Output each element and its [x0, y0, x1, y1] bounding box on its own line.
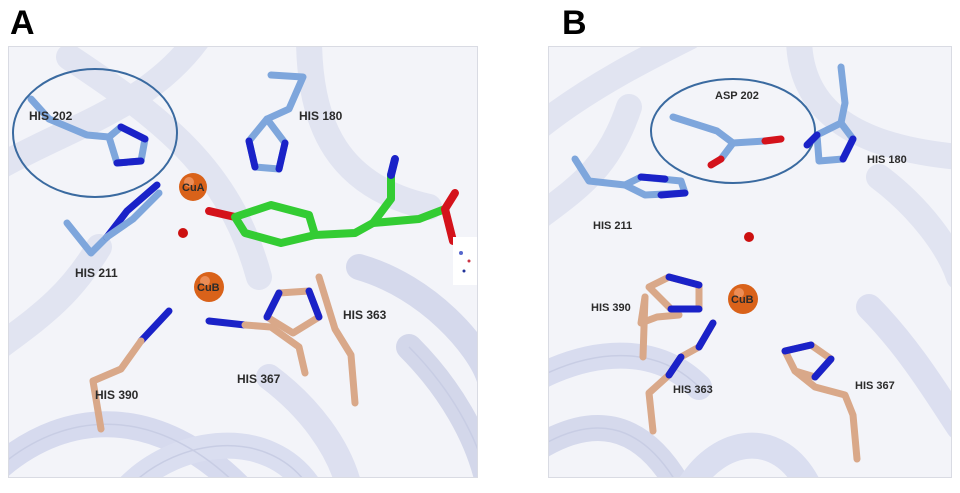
panel-a-svg	[9, 47, 477, 477]
water-molecule	[744, 232, 754, 242]
his367-label: HIS 367	[237, 372, 281, 386]
cub-label: CuB	[731, 294, 754, 306]
panel-b-letter: B	[562, 4, 587, 42]
his180-residue	[249, 75, 303, 169]
cub-label: CuB	[197, 282, 220, 294]
his390-residue	[641, 277, 699, 357]
his363-label: HIS 363	[343, 308, 387, 322]
his211-label: HIS 211	[75, 266, 118, 280]
cua-label: CuA	[182, 182, 205, 194]
panel-b-svg	[549, 47, 951, 477]
his202-label: HIS 202	[29, 109, 73, 123]
water-molecule	[178, 228, 188, 238]
his180-label: HIS 180	[867, 154, 907, 166]
asp202-residue	[673, 117, 781, 165]
his367-residue	[785, 345, 857, 459]
panel-b-structure	[548, 46, 952, 478]
panel-a-structure	[8, 46, 478, 478]
his211-label: HIS 211	[593, 220, 633, 232]
his180-label: HIS 180	[299, 109, 343, 123]
his363-label: HIS 363	[673, 384, 713, 396]
his390-label: HIS 390	[95, 388, 139, 402]
ligand-noise-artifact	[453, 237, 477, 285]
panel-a-letter: A	[10, 4, 35, 42]
protein-ribbons	[9, 47, 477, 477]
his367-label: HIS 367	[855, 380, 895, 392]
his390-label: HIS 390	[591, 302, 631, 314]
protein-ribbons	[549, 47, 951, 477]
asp202-label: ASP 202	[715, 90, 759, 102]
